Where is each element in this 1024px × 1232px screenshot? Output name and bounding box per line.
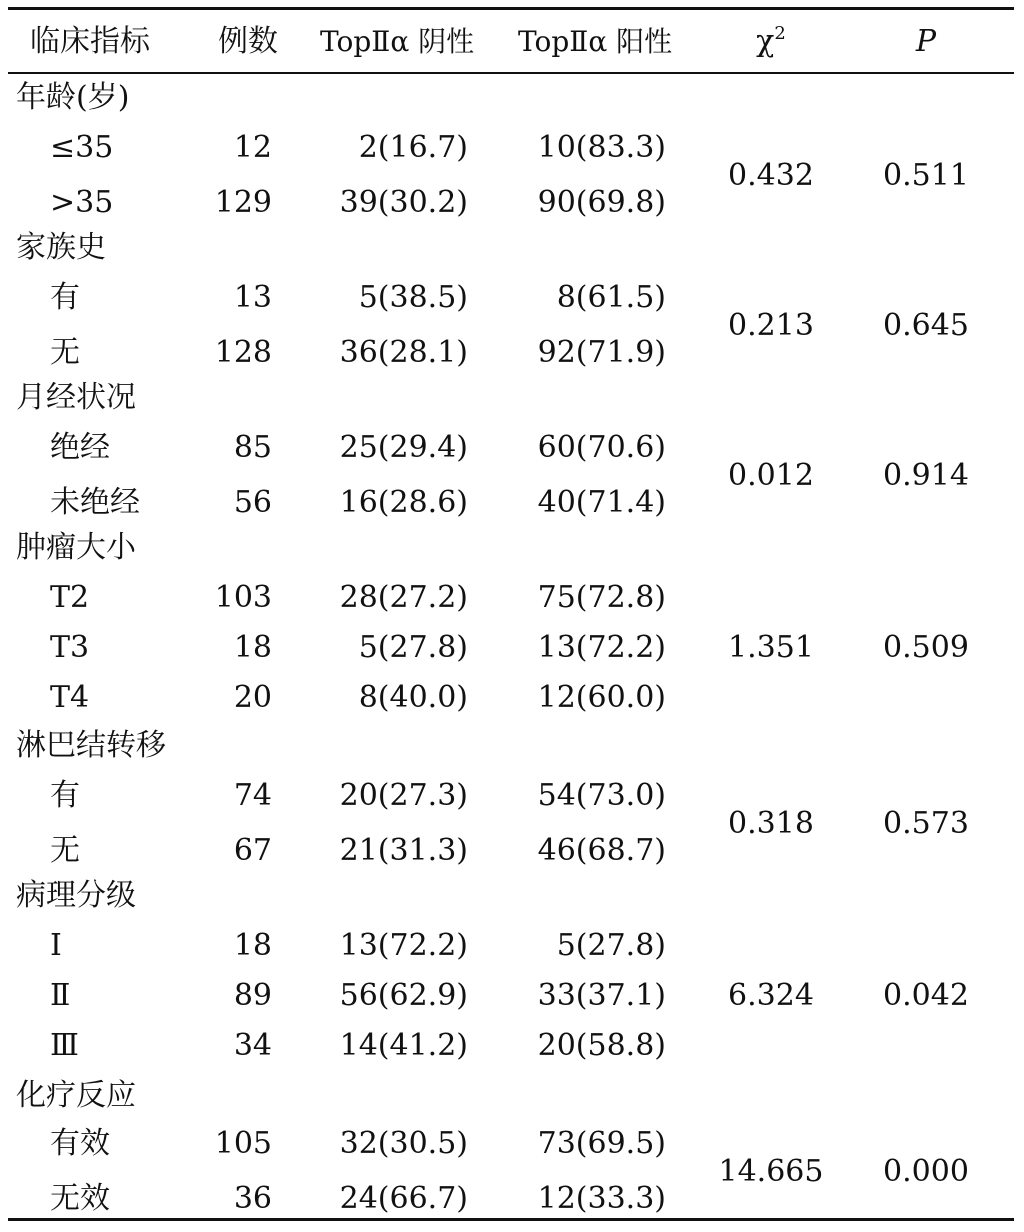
row-positive: 12(33.3) [537, 1181, 666, 1216]
row-negative: 16(28.6) [339, 485, 468, 520]
row-sublabel: T4 [50, 680, 90, 715]
group-label: 病理分级 [16, 878, 136, 913]
group-chi-square: 0.012 [728, 457, 814, 493]
row-negative: 25(29.4) [339, 430, 468, 465]
row-sublabel: Ⅱ [50, 978, 71, 1013]
group-label: 月经状况 [16, 380, 136, 415]
group-p-value: 0.000 [883, 1153, 969, 1189]
header-positive: TopⅡα 阳性 [518, 25, 673, 58]
row-negative: 56(62.9) [339, 978, 468, 1013]
row-sublabel: 无 [50, 833, 80, 868]
row-count: 128 [214, 335, 272, 370]
group-chi-square: 0.318 [728, 805, 814, 841]
row-negative: 32(30.5) [339, 1126, 468, 1161]
row-positive: 40(71.4) [537, 485, 666, 520]
row-negative: 39(30.2) [339, 185, 468, 220]
header-chi-sup: 2 [774, 23, 786, 44]
group-label: 化疗反应 [16, 1078, 136, 1113]
row-positive: 5(27.8) [556, 928, 666, 963]
row-count: 67 [233, 833, 272, 868]
row-sublabel: Ⅰ [50, 928, 62, 963]
group-chi-square: 6.324 [728, 978, 814, 1013]
row-sublabel: >35 [50, 185, 114, 220]
row-sublabel: T2 [50, 580, 90, 615]
row-positive: 46(68.7) [537, 833, 666, 868]
group-p-value: 0.573 [883, 805, 969, 841]
row-sublabel: 绝经 [50, 430, 110, 465]
row-positive: 75(72.8) [537, 580, 666, 615]
row-count: 129 [214, 185, 272, 220]
row-positive: 12(60.0) [537, 680, 666, 715]
group-chi-square: 1.351 [728, 630, 814, 665]
row-sublabel: 有效 [50, 1126, 110, 1161]
row-positive: 20(58.8) [537, 1028, 666, 1063]
header-chi-square [696, 24, 846, 60]
row-count: 74 [233, 778, 272, 813]
row-count: 85 [233, 430, 272, 465]
row-count: 36 [233, 1181, 272, 1216]
row-sublabel: 无 [50, 335, 80, 370]
row-sublabel: T3 [50, 630, 90, 665]
group-label: 肿瘤大小 [16, 530, 136, 565]
group-p-value: 0.511 [883, 157, 969, 193]
header-chi-base: χ [756, 24, 775, 59]
row-positive: 60(70.6) [537, 430, 666, 465]
row-negative: 5(27.8) [358, 630, 468, 665]
group-p-value: 0.042 [883, 978, 969, 1013]
row-positive: 54(73.0) [537, 778, 666, 813]
row-count: 34 [233, 1028, 272, 1063]
row-positive: 8(61.5) [556, 280, 666, 315]
clinical-table [8, 0, 1014, 1232]
group-label: 年龄(岁) [16, 80, 130, 115]
header-negative: TopⅡα 阴性 [320, 25, 475, 58]
group-chi-square: 14.665 [718, 1153, 824, 1189]
row-positive: 90(69.8) [537, 185, 666, 220]
row-sublabel: 未绝经 [50, 485, 140, 520]
row-negative: 8(40.0) [358, 680, 468, 715]
row-negative: 20(27.3) [339, 778, 468, 813]
row-negative: 36(28.1) [339, 335, 468, 370]
row-count: 18 [233, 928, 272, 963]
row-positive: 73(69.5) [537, 1126, 666, 1161]
group-chi-square: 0.213 [728, 307, 814, 343]
header-rule [8, 72, 1014, 74]
row-positive: 92(71.9) [537, 335, 666, 370]
row-sublabel: ≤35 [50, 130, 114, 165]
row-count: 12 [233, 130, 272, 165]
row-count: 103 [214, 580, 272, 615]
top-rule [8, 7, 1014, 10]
row-negative: 24(66.7) [339, 1181, 468, 1216]
group-label: 淋巴结转移 [16, 728, 166, 763]
row-positive: 33(37.1) [537, 978, 666, 1013]
row-sublabel: 有 [50, 778, 80, 813]
row-count: 13 [233, 280, 272, 315]
row-negative: 14(41.2) [339, 1028, 468, 1063]
header-indicator: 临床指标 [30, 24, 150, 59]
row-count: 89 [233, 978, 272, 1013]
row-negative: 13(72.2) [339, 928, 468, 963]
row-count: 56 [233, 485, 272, 520]
row-positive: 13(72.2) [537, 630, 666, 665]
bottom-rule [8, 1218, 1014, 1221]
header-p: P [915, 24, 937, 59]
row-sublabel: Ⅲ [50, 1028, 79, 1063]
group-label: 家族史 [16, 230, 106, 265]
row-positive: 10(83.3) [537, 130, 666, 165]
group-chi-square: 0.432 [728, 157, 814, 193]
row-negative: 2(16.7) [358, 130, 468, 165]
group-p-value: 0.914 [883, 457, 969, 493]
row-count: 105 [214, 1126, 272, 1161]
row-sublabel: 无效 [50, 1181, 110, 1216]
row-negative: 21(31.3) [339, 833, 468, 868]
row-count: 18 [233, 630, 272, 665]
row-count: 20 [233, 680, 272, 715]
group-p-value: 0.645 [883, 307, 969, 343]
row-sublabel: 有 [50, 280, 80, 315]
row-negative: 28(27.2) [339, 580, 468, 615]
row-negative: 5(38.5) [358, 280, 468, 315]
group-p-value: 0.509 [883, 630, 969, 665]
header-count: 例数 [218, 24, 278, 59]
